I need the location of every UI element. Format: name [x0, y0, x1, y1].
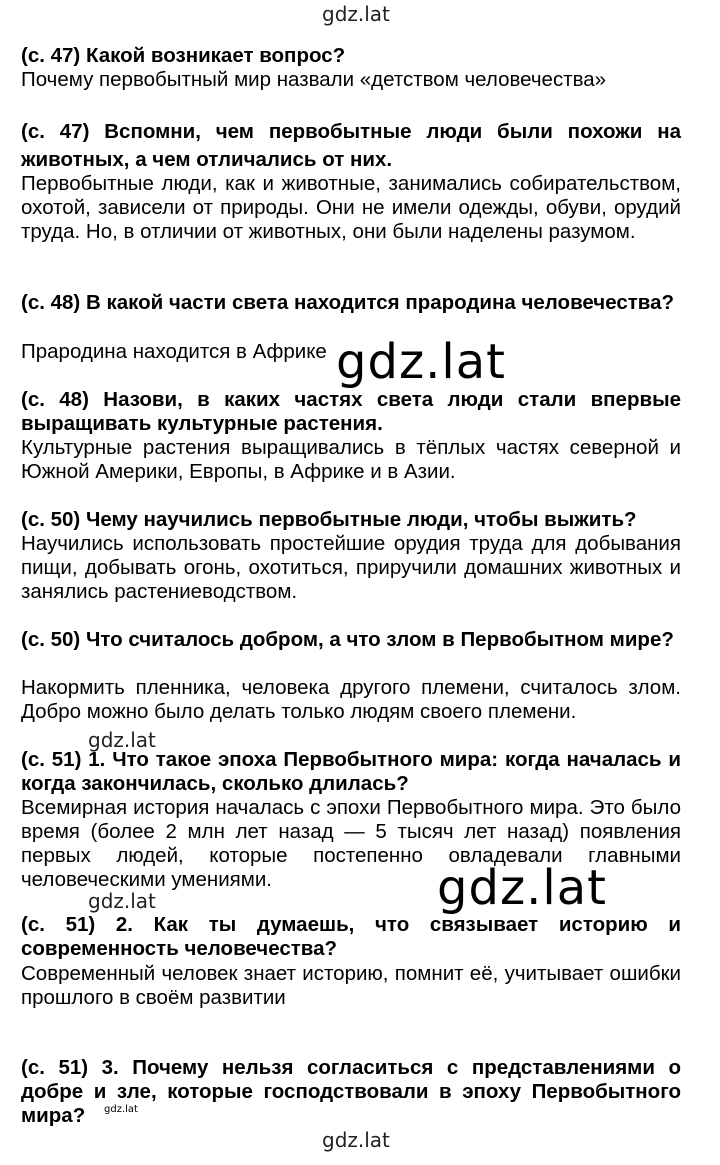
watermark-small-2: gdz.lat	[88, 728, 156, 752]
question-5: (с. 50) Чему научились первобытные люди, чтобы выжить?	[21, 508, 637, 531]
answer-5: Научились использовать простейшие орудия труда для добывания пищи, добывать огонь, охотиться, приручили домашних животных и занялись растениеводством.	[21, 532, 681, 603]
answer-2: Первобытные люди, как и животные, занимались собирательством, охотой, зависели от природы. Они не имели одежды, обуви, орудий труда. Но, в отличии от животных, они были наделены разумом.	[21, 172, 681, 243]
question-3: (с. 48) В какой части света находится прародина человечества?	[21, 291, 675, 314]
answer-4: Культурные растения выращивались в тёплых частях северной и Южной Америки, Европы, в Африке и в Азии.	[21, 436, 681, 483]
question-6: (с. 50) Что считалось добром, а что злом в Первобытном мире?	[21, 628, 674, 651]
answer-7: Всемирная история началась с эпохи Первобытного мира. Это было время (более 2 млн лет назад — 5 тысяч лет назад) появления первых людей, которые постепенно овладевали главными человеческими умениями.	[21, 796, 681, 891]
watermark-tiny: gdz.lat	[104, 1104, 138, 1115]
watermark-small-3: gdz.lat	[88, 889, 156, 913]
question-7: (с. 51) 1. Что такое эпоха Первобытного мира: когда началась и когда закончилась, сколько длилась?	[21, 748, 681, 795]
answer-3: Прародина находится в Африке	[21, 340, 327, 363]
question-8: (с. 51) 2. Как ты думаешь, что связывает историю и современность человечества?	[21, 913, 681, 960]
question-9: (с. 51) 3. Почему нельзя согласиться с представлениями о добре и зле, которые господствовали в эпоху Первобытного мира?	[21, 1056, 681, 1127]
answer-6: Накормить пленника, человека другого племени, считалось злом. Добро можно было делать только людям своего племени.	[21, 676, 681, 723]
answer-1: Почему первобытный мир назвали «детством человечества»	[21, 68, 607, 91]
question-4: (с. 48) Назови, в каких частях света люди стали впервые выращивать культурные растения.	[21, 388, 681, 435]
question-1: (с. 47) Какой возникает вопрос?	[21, 44, 346, 67]
watermark-big-2: gdz.lat	[437, 860, 607, 916]
answer-8: Современный человек знает историю, помнит её, учитывает ошибки прошлого в своём развитии	[21, 962, 681, 1009]
watermark-bottom: gdz.lat	[322, 1128, 390, 1152]
question-2: (с. 47) Вспомни, чем первобытные люди были похожи на животных, а чем отличались от них.	[21, 120, 681, 171]
watermark-big-1: gdz.lat	[336, 334, 506, 390]
watermark-top: gdz.lat	[322, 2, 390, 26]
